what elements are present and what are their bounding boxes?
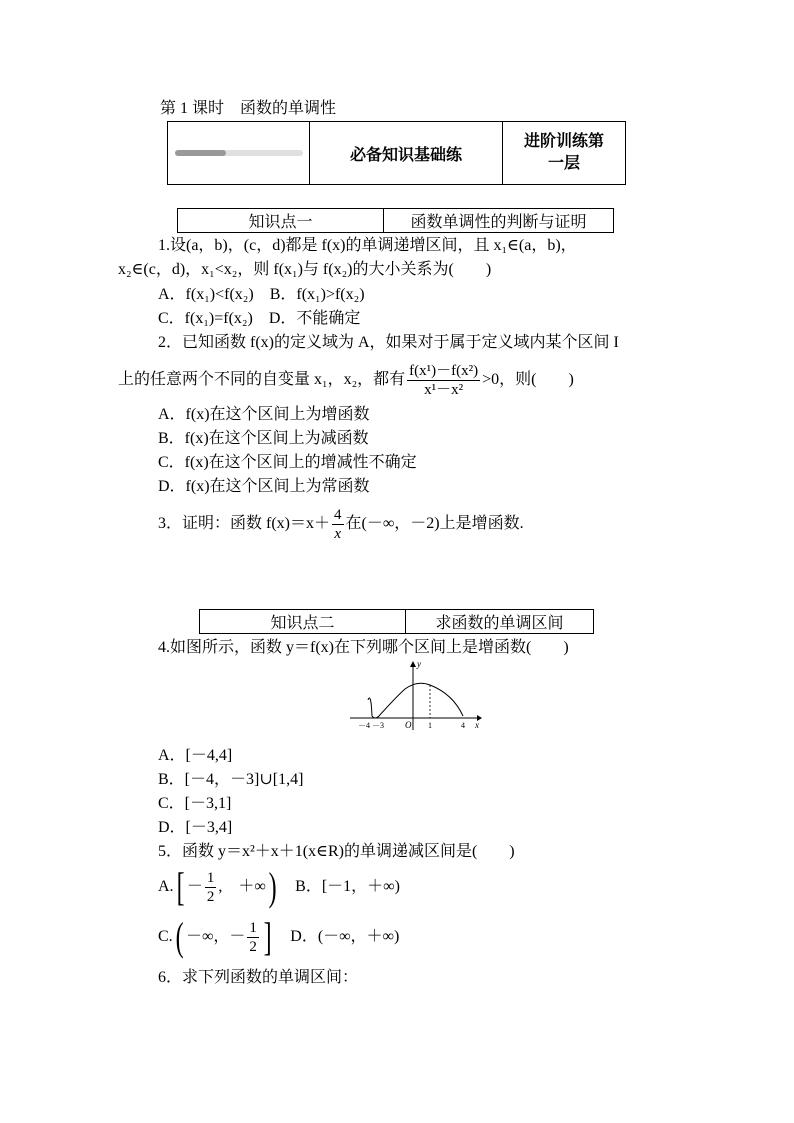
q2-option-d: D．f(x)在这个区间上为常函数 xyxy=(158,478,370,495)
q4-line1: 4.如图所示，函数 y＝f(x)在下列哪个区间上是增函数( ) xyxy=(158,639,569,656)
q5-option-b: B．[－1，＋∞) xyxy=(295,878,400,895)
header-table xyxy=(167,121,626,185)
q3-fraction xyxy=(332,506,344,543)
q5-opt-a-prefix: A. xyxy=(158,878,174,895)
section-header-2 xyxy=(199,609,594,634)
header-middle-label: 必备知识基础练 xyxy=(310,122,503,184)
section-1-label: 知识点一 xyxy=(178,209,384,232)
section-1-topic: 函数单调性的判断与证明 xyxy=(410,214,587,231)
q3-frac-num: 4 xyxy=(334,506,342,523)
header-right-label xyxy=(503,122,625,184)
q5-opt-c-den: 2 xyxy=(249,938,257,955)
page-title: 第 1 课时 函数的单调性 xyxy=(160,100,337,117)
q5-opt-c-num: 1 xyxy=(249,919,257,936)
q5-opt-a-fraction xyxy=(205,869,217,906)
q2-frac-den: x¹－x² xyxy=(424,381,464,398)
q2-option-b: B．f(x)在这个区间上为减函数 xyxy=(158,430,369,447)
tick-label: 1 xyxy=(428,721,432,730)
left-bracket-icon: [ xyxy=(176,864,185,910)
q3-frac-den: x xyxy=(334,525,342,542)
q2-line2-post: >0，则( ) xyxy=(482,371,574,388)
q6-line1: 6．求下列函数的单调区间： xyxy=(158,969,359,986)
q5-opt-a-neg: － xyxy=(186,878,203,895)
q5-line1: 5．函数 y＝x²＋x＋1(x∈R)的单调递减区间是( ) xyxy=(158,843,515,860)
q5-opt-a-post: , ＋∞ xyxy=(218,878,266,895)
q4-option-d: D．[－3,4] xyxy=(158,819,233,836)
q1-line1: 1.设(a，b)，(c，d)都是 f(x)的单调递增区间，且 x₁∈(a，b)， xyxy=(158,237,577,254)
q5-option-d: D．(－∞，＋∞) xyxy=(290,928,400,945)
q4-option-c: C．[－3,1] xyxy=(158,795,232,812)
section-2-label: 知识点二 xyxy=(200,610,406,633)
q5-opt-a-den: 2 xyxy=(206,888,215,905)
progress-fill xyxy=(175,150,226,156)
q4-option-b: B．[－4，－3]∪[1,4] xyxy=(158,771,304,788)
tick-label: －4 xyxy=(358,721,370,730)
tick-label: －3 xyxy=(372,721,384,730)
q4-function-graph xyxy=(345,658,485,734)
progress-cell xyxy=(168,122,310,184)
q5-options-ab xyxy=(158,864,400,910)
right-bracket-icon: ] xyxy=(263,914,272,960)
y-label: y xyxy=(417,659,421,669)
header-right-label-2: 一层 xyxy=(547,155,580,172)
origin-label: O xyxy=(405,720,412,730)
q1-options-ab: A．f(x₁)<f(x₂) B．f(x₁)>f(x₂) xyxy=(158,286,365,303)
section-header-1 xyxy=(177,208,614,233)
q1-line2: x₂∈(c，d)，x₁<x₂，则 f(x₁)与 f(x₂)的大小关系为( ) xyxy=(118,261,492,278)
y-axis-arrow xyxy=(410,661,416,667)
q4-option-a: A．[－4,4] xyxy=(158,747,233,764)
q3-line xyxy=(158,500,524,548)
x-label: x xyxy=(475,720,479,730)
q2-line2 xyxy=(118,356,574,404)
progress-bar xyxy=(175,150,303,156)
right-paren-icon: ) xyxy=(268,864,277,910)
q2-line2-pre: 上的任意两个不同的自变量 x₁，x₂，都有 xyxy=(118,371,406,388)
q2-frac-num: f(x¹)－f(x²) xyxy=(409,362,479,379)
function-curve xyxy=(368,683,463,718)
section-2-topic: 求函数的单调区间 xyxy=(435,615,564,632)
q5-opt-c-fraction xyxy=(247,919,259,956)
q2-fraction xyxy=(407,362,480,399)
q5-opt-c-prefix: C. xyxy=(158,928,173,945)
q2-option-a: A．f(x)在这个区间上为增函数 xyxy=(158,406,370,423)
q2-line1: 2．已知函数 f(x)的定义域为 A，如果对于属于定义域内某个区间 I xyxy=(158,334,619,351)
q5-opt-a-num: 1 xyxy=(206,869,215,886)
q3-post: 在(－∞，－2)上是增函数. xyxy=(345,515,524,532)
q5-opt-c-mid: －∞，－ xyxy=(186,928,246,945)
left-paren-icon: ( xyxy=(175,914,184,960)
q1-options-cd: C．f(x₁)=f(x₂) D．不能确定 xyxy=(158,310,361,327)
tick-label: 4 xyxy=(461,721,465,730)
q2-option-c: C．f(x)在这个区间上的增减性不确定 xyxy=(158,454,417,471)
header-right-label-1: 进阶训练第 xyxy=(523,133,604,150)
q5-options-cd xyxy=(158,914,399,960)
q3-pre: 3．证明：函数 f(x)＝x＋ xyxy=(158,515,330,532)
